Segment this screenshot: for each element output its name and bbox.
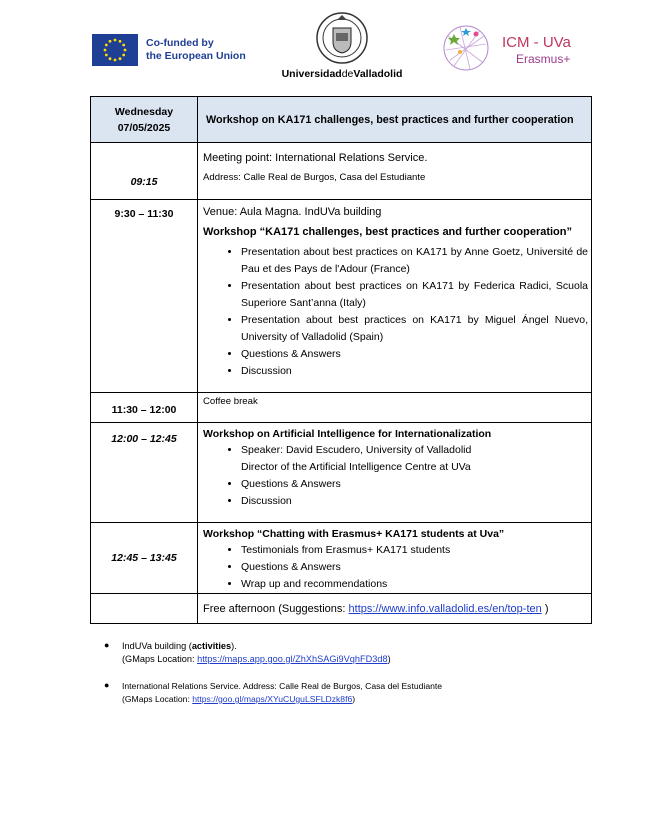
- note1-gmaps-link[interactable]: https://maps.app.goo.gl/ZhXhSAGi9VqhFD3d8: [197, 654, 388, 664]
- note1-gmaps-label: (GMaps Location:: [122, 654, 198, 664]
- uva-name-part2: Valladolid: [353, 68, 403, 80]
- list-item: • Testimonials from Erasmus+ KA171 students: [241, 542, 588, 559]
- note-induva: [104, 640, 442, 666]
- table-row: [91, 143, 592, 200]
- footnotes: [104, 640, 442, 720]
- bullet-icon: ●: [104, 640, 110, 650]
- row-time: 11:30 – 12:00: [91, 393, 198, 423]
- bullet-icon: ●: [104, 680, 110, 690]
- speaker-line2: Director of the Artificial Intelligence Centre at UVa: [241, 461, 471, 473]
- header-title-cell: Workshop on KA171 challenges, best practices and further cooperation: [198, 97, 592, 143]
- uva-name: [276, 68, 408, 80]
- row-details: [198, 423, 592, 523]
- note1-prefix: IndUVa building (: [122, 641, 192, 651]
- eu-label-line2: the European Union: [146, 50, 246, 62]
- list-item: • Questions & Answers: [241, 559, 588, 576]
- row-details: [198, 523, 592, 594]
- session-title: Workshop “KA171 challenges, best practices and further cooperation”: [203, 226, 572, 238]
- row-time: 12:00 – 12:45: [91, 423, 198, 523]
- speaker-line1: Speaker: David Escudero, University of Valladolid: [241, 444, 472, 456]
- list-item: • Wrap up and recommendations: [241, 576, 588, 593]
- eu-cofunded-logo: [92, 34, 246, 66]
- icm-uva-logo: [440, 22, 571, 79]
- row-details: [198, 200, 592, 393]
- note2-gmaps-link[interactable]: https://goo.gl/maps/XYuCUguLSFLDzk8f6: [192, 694, 353, 704]
- icm-globe-icon: [440, 22, 492, 79]
- list-item: • Presentation about best practices on KA171 by Miguel Ángel Nuevo, University of Valladolid (Spain): [241, 312, 588, 346]
- row-time-empty: [91, 594, 198, 624]
- list-item: • Questions & Answers: [241, 476, 588, 493]
- list-item: • Presentation about best practices on KA171 by Anne Goetz, Université de Pau et des Pays de l'Adour (France): [241, 244, 588, 278]
- table-header-row: [91, 97, 592, 143]
- uva-logo: [276, 10, 408, 80]
- uva-name-part1: Universidad: [281, 68, 342, 80]
- venue: Venue: Aula Magna. IndUVa building: [203, 206, 382, 218]
- list-item: • Questions & Answers: [241, 346, 588, 363]
- uva-name-de: de: [341, 68, 354, 80]
- table-row: [91, 393, 592, 423]
- note1-suffix: ).: [231, 641, 237, 651]
- list-item: • Discussion: [241, 493, 588, 510]
- free-afternoon-text: Free afternoon (Suggestions:: [203, 602, 349, 615]
- header-date: 07/05/2025: [117, 121, 171, 134]
- row-time: 09:15: [91, 143, 198, 200]
- note1-close: ): [387, 654, 391, 664]
- row-details: [198, 594, 592, 624]
- note1-bold: activities: [191, 641, 232, 651]
- free-afternoon-close: ): [541, 602, 549, 615]
- row-time: 12:45 – 13:45: [91, 523, 198, 594]
- row-time: 9:30 – 11:30: [91, 200, 198, 393]
- uva-crest-icon: [316, 10, 368, 66]
- top-ten-link[interactable]: https://www.info.valladolid.es/en/top-ten: [348, 602, 542, 615]
- note2-text: International Relations Service. Address: Calle Real de Burgos, Casa del Estudiante: [122, 681, 443, 691]
- header-date-cell: [91, 97, 198, 143]
- table-row: [91, 594, 592, 624]
- list-item: • Discussion: [241, 363, 588, 380]
- list-item: [241, 442, 588, 476]
- table-row: [91, 523, 592, 594]
- header-logos: [0, 0, 650, 90]
- session-items: [203, 442, 588, 510]
- icm-title: ICM - UVa: [502, 33, 571, 51]
- session-items: [203, 542, 588, 593]
- list-item: • Presentation about best practices on KA171 by Federica Radici, Scuola Superiore Sant’anna (Italy): [241, 278, 588, 312]
- header-day: Wednesday: [114, 105, 174, 118]
- meeting-point: Meeting point: International Relations Service.: [203, 152, 428, 164]
- row-details: Coffee break: [198, 393, 592, 423]
- schedule-table: [90, 96, 592, 624]
- meeting-address: Address: Calle Real de Burgos, Casa del Estudiante: [203, 172, 426, 183]
- note-relations: [104, 680, 442, 706]
- table-row: [91, 423, 592, 523]
- table-row: [91, 200, 592, 393]
- icm-subtitle: Erasmus+: [516, 51, 571, 66]
- session-title: Workshop “Chatting with Erasmus+ KA171 students at Uva”: [203, 528, 505, 540]
- note2-close: ): [352, 694, 356, 704]
- session-items: [203, 244, 588, 380]
- note2-gmaps-label: (GMaps Location:: [122, 694, 193, 704]
- eu-label-line1: Co-funded by: [146, 37, 214, 49]
- row-details: [198, 143, 592, 200]
- eu-flag-icon: [92, 34, 138, 66]
- session-title: Workshop on Artificial Intelligence for Internationalization: [203, 428, 492, 440]
